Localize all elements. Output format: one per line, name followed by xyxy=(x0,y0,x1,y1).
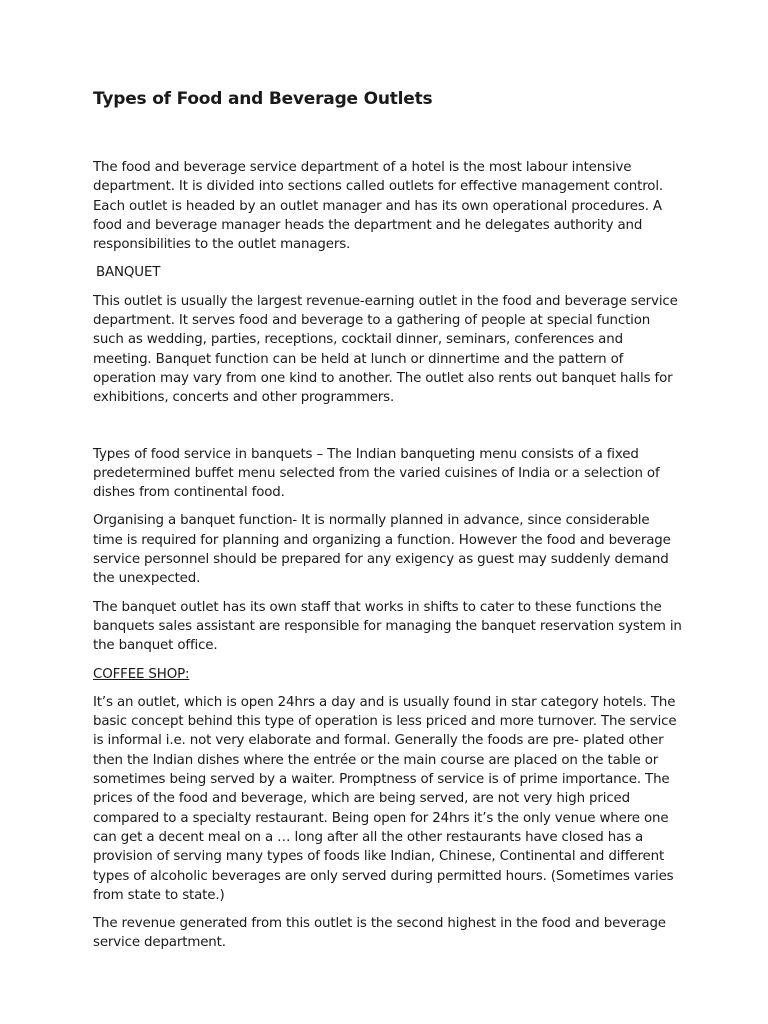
document-page xyxy=(93,88,683,962)
page-title: Types of Food and Beverage Outlets xyxy=(93,89,433,109)
banquet-paragraph-3: Organising a banquet function- It is normally planned in advance, since considerable time is required for planning and organizing a function. However the food and beverage service personnel should be prepared for any exigency as guest may suddenly demand the unexpected. xyxy=(93,513,671,587)
banquet-paragraph-2: Types of food service in banquets – The Indian banqueting menu consists of a fixed predetermined buffet menu selected from the varied cuisines of India or a selection of dishes from continental food. xyxy=(93,446,660,501)
spacer xyxy=(93,417,683,445)
intro-paragraph: The food and beverage service department of a hotel is the most labour intensive department. It is divided into sections called outlets for effective management control. Each outlet is headed by an outlet manager and has its own operational procedures. A food and beverage manager heads the department and he delegates authority and responsibilities to the outlet managers. xyxy=(93,160,663,253)
section-heading-banquet: BANQUET xyxy=(96,265,161,281)
coffee-shop-paragraph-2: The revenue generated from this outlet is the second highest in the food and beverage service department. xyxy=(93,916,666,951)
section-heading-coffee-shop: COFFEE SHOP: xyxy=(93,666,190,682)
banquet-paragraph-4: The banquet outlet has its own staff that works in shifts to cater to these functions the banquets sales assistant are responsible for managing the banquet reservation system in the banquet office. xyxy=(93,599,682,654)
coffee-shop-paragraph-1: It’s an outlet, which is open 24hrs a day and is usually found in star category hotels. The basic concept behind this type of operation is less priced and more turnover. The service is informal i.e. not very elaborate and formal. Generally the foods are pre- plated other then the Indian dishes where the entrée or the main course are placed on the table or sometimes being served by a waiter. Promptness of service is of prime importance. The prices of the food and beverage, which are being served, are not very high priced compared to a specialty restaurant. Being open for 24hrs it’s the only venue where one can get a decent meal on a … long after all the other restaurants have closed has a provision of serving many types of foods like Indian, Chinese, Continental and different types of alcoholic beverages are only served during permitted hours. (Sometimes varies from state to state.) xyxy=(93,694,677,903)
banquet-paragraph-1: This outlet is usually the largest revenue-earning outlet in the food and beverage service department. It serves food and beverage to a gathering of people at special function such as wedding, parties, receptions, cocktail dinner, seminars, conferences and meeting. Banquet function can be held at lunch or dinnertime and the pattern of operation may vary from one kind to another. The outlet also rents out banquet halls for exhibitions, concerts and other programmers. xyxy=(93,293,678,406)
